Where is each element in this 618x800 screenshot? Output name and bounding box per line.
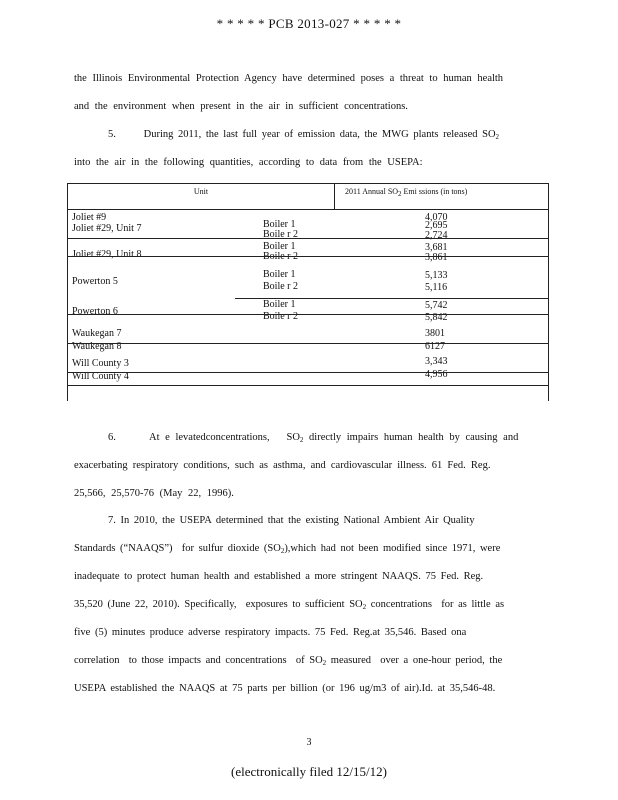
cell-emissions: 5,116 [425, 282, 448, 293]
emissions-table [67, 183, 549, 401]
column-header-unit: Unit [68, 184, 335, 209]
subscript: 2 [299, 436, 304, 444]
paragraph-text: measured over a one-hour period, the [326, 655, 503, 666]
cell-boiler: Boile r 2 [263, 311, 298, 322]
cell-unit: Waukegan 7 [72, 328, 122, 339]
table-divider [67, 256, 549, 257]
paragraph-text: 5. During 2011, the last full year of emission data, the MWG plants released SO [108, 129, 496, 140]
cell-emissions: 3801 [425, 328, 445, 339]
subscript: 2 [495, 133, 500, 141]
paragraph-line [74, 654, 502, 670]
paragraph-text: 6. At e levatedconcentrations, SO [108, 432, 300, 443]
paragraph-text: correlation to those impacts and concentrations of SO [74, 655, 323, 666]
cell-emissions: 2,695 [425, 220, 448, 231]
paragraph-line [74, 598, 504, 614]
cell-boiler: Boiler 1 [263, 269, 296, 280]
header-text: Emi ssions (in tons) [403, 187, 468, 196]
paragraph-line: inadequate to protect human health and established a more stringent NAAQS. 75 Fed. Reg. [74, 571, 484, 582]
cell-emissions: 2,724 [425, 230, 448, 241]
table-divider [67, 385, 549, 386]
paragraph-line: exacerbating respiratory conditions, such as asthma, and cardiovascular illness. 61 Fed. Reg. [74, 460, 491, 471]
cell-unit: Powerton 5 [72, 276, 118, 287]
subscript: 2 [322, 659, 327, 667]
cell-boiler: Boile r 2 [263, 251, 298, 262]
cell-boiler: Boile r 2 [263, 281, 298, 292]
table-divider [235, 298, 549, 299]
header-text: 2011 Annual SO [345, 187, 399, 196]
paragraph-line: 25,566, 25,570-76 (May 22, 1996). [74, 488, 234, 499]
paragraph-line: and the environment when present in the air in sufficient concentrations. [74, 101, 408, 112]
table-divider [67, 238, 549, 239]
paragraph-text: 35,520 (June 22, 2010). Specifically, exposures to sufficient SO [74, 599, 363, 610]
cell-unit: Powerton 6 [72, 306, 118, 317]
paragraph-text: concentrations for as little as [366, 599, 505, 610]
subscript: 2 [398, 190, 402, 198]
table-divider [67, 372, 549, 373]
subscript: 2 [280, 547, 285, 555]
column-header-emissions [345, 187, 467, 198]
table-border [67, 210, 68, 401]
table-divider [67, 343, 549, 344]
table-divider [67, 314, 549, 315]
paragraph-5-line [108, 128, 499, 144]
cell-emissions: 5,742 [425, 300, 448, 311]
paragraph-6-line [108, 431, 518, 447]
paragraph-line [74, 542, 500, 558]
cell-emissions: 6127 [425, 341, 445, 352]
paragraph-line: the Illinois Environmental Protection Agency have determined poses a threat to human health [74, 73, 504, 84]
paragraph-7-line: 7. In 2010, the USEPA determined that the existing National Ambient Air Quality [108, 515, 475, 526]
paragraph-line: into the air in the following quantities, according to data from the USEPA: [74, 157, 423, 168]
cell-emissions: 4,070 [425, 212, 448, 223]
filing-footer: (electronically filed 12/15/12) [231, 764, 387, 779]
cell-emissions: 3,343 [425, 356, 448, 367]
cell-unit: Will County 4 [72, 371, 129, 382]
document-header: * * * * * PCB 2013-027 * * * * * [216, 16, 402, 31]
cell-unit: Waukegan 8 [72, 341, 122, 352]
cell-emissions: 3,681 [425, 242, 448, 253]
cell-unit: Joliet #29, Unit 8 [72, 249, 142, 260]
paragraph-text: ),which had not been modified since 1971, were [284, 543, 501, 554]
cell-unit: Will County 3 [72, 358, 129, 369]
paragraph-text: Standards (“NAAQS”) for sulfur dioxide (SO [74, 543, 281, 554]
cell-boiler: Boiler 1 [263, 241, 296, 252]
cell-emissions: 3,861 [425, 252, 448, 263]
page-number: 3 [306, 737, 312, 748]
table-header [67, 183, 549, 210]
cell-unit: Joliet #29, Unit 7 [72, 223, 142, 234]
cell-unit: Joliet #9 [72, 212, 107, 223]
cell-boiler: Boile r 2 [263, 229, 298, 240]
cell-boiler: Boiler 1 [263, 219, 296, 230]
cell-boiler: Boiler 1 [263, 299, 296, 310]
paragraph-line: five (5) minutes produce adverse respiratory impacts. 75 Fed. Reg.at 35,546. Based ona [74, 627, 467, 638]
cell-emissions: 5,842 [425, 312, 448, 323]
paragraph-text: directly impairs human health by causing and [303, 432, 519, 443]
cell-emissions: 4,956 [425, 369, 448, 380]
paragraph-line: USEPA established the NAAQS at 75 parts per billion (or 196 ug/m3 of air).Id. at 35,546-48. [74, 683, 496, 694]
subscript: 2 [362, 603, 367, 611]
table-border [548, 210, 549, 401]
cell-emissions: 5,133 [425, 270, 448, 281]
